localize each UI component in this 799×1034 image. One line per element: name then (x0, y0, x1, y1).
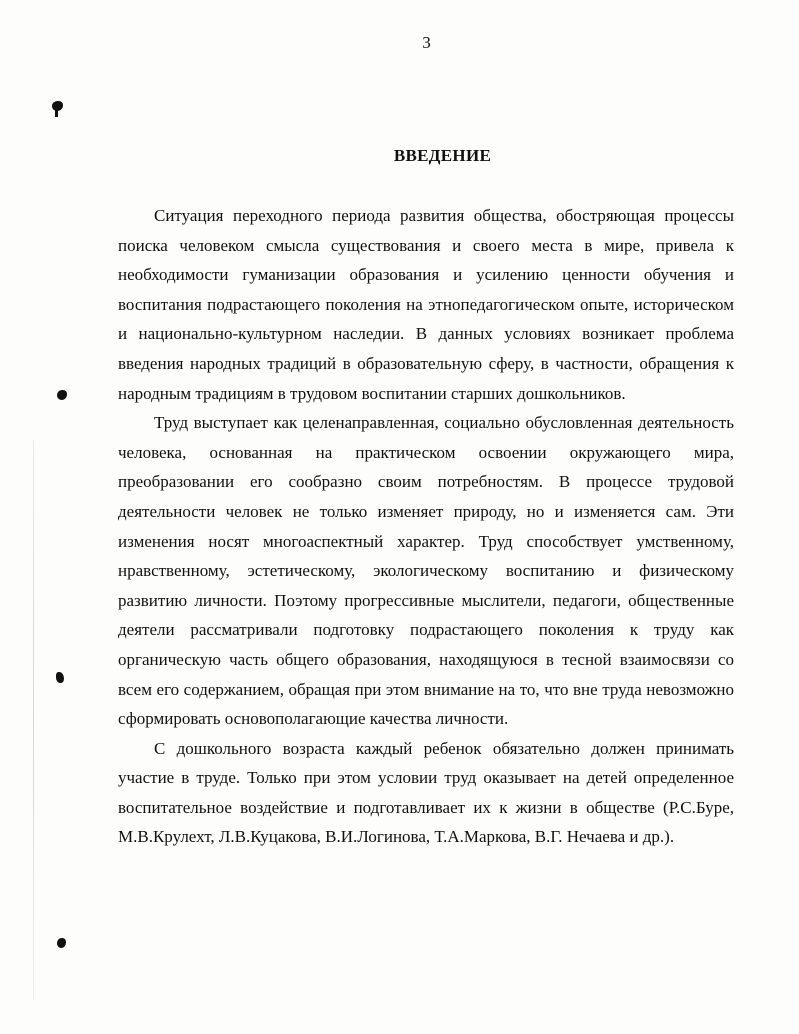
binder-hole-mark (57, 390, 67, 400)
page-number: 3 (422, 33, 431, 52)
paragraph: С дошкольного возраста каждый ребенок обязательно должен принимать участие в труде. Только при этом условии труд оказывает на детей определенное воспитательное воздействие и подготавливает их к жизни в обществе (Р.С.Буре, М.В.Крулехт, Л.В.Куцакова, В.И.Логинова, Т.А.Маркова, В.Г. Нечаева и др.). (118, 738, 734, 847)
binder-hole-mark (57, 938, 66, 948)
scan-artifact-line (33, 440, 34, 1000)
binder-hole-mark (56, 672, 64, 683)
paragraph: Труд выступает как целенаправленная, социально обусловленная деятельность человека, основанная на практическом освоении окружающего мира, преобразовании его сообразно своим потребностям. В процессе трудовой деятельности человек не только изменяет природу, но и изменяется сам. Эти изменения носят многоаспектный характер. Труд способствует умственному, нравственному, эстетическому, экологическому воспитанию и физическому развитию личности. Поэтому прогрессивные мыслители, педагоги, общественные деятели рассматривали подготовку подрастающего поколения к труду как органическую часть общего образования, находящуюся в тесной взаимосвязи со всем его содержанием, обращая при этом внимание на то, что вне труда невозможно сформировать основополагающие качества личности. (118, 413, 734, 729)
section-title: ВВЕДЕНИЕ (393, 146, 492, 165)
binder-hole-mark (52, 101, 63, 111)
paragraph: Ситуация переходного периода развития общества, обостряющая процессы поиска человеком смысла существования и своего места в мире, привела к необходимости гуманизации образования и усилению ценности обучения и воспитания подрастающего поколения на этнопедагогическом опыте, историческом и национально-культурном наследии. В данных условиях возникает проблема введения народных традиций в образовательную сферу, в частности, обращения к народным традициям в трудовом воспитании старших дошкольников. (118, 206, 734, 403)
body-text (118, 201, 734, 852)
